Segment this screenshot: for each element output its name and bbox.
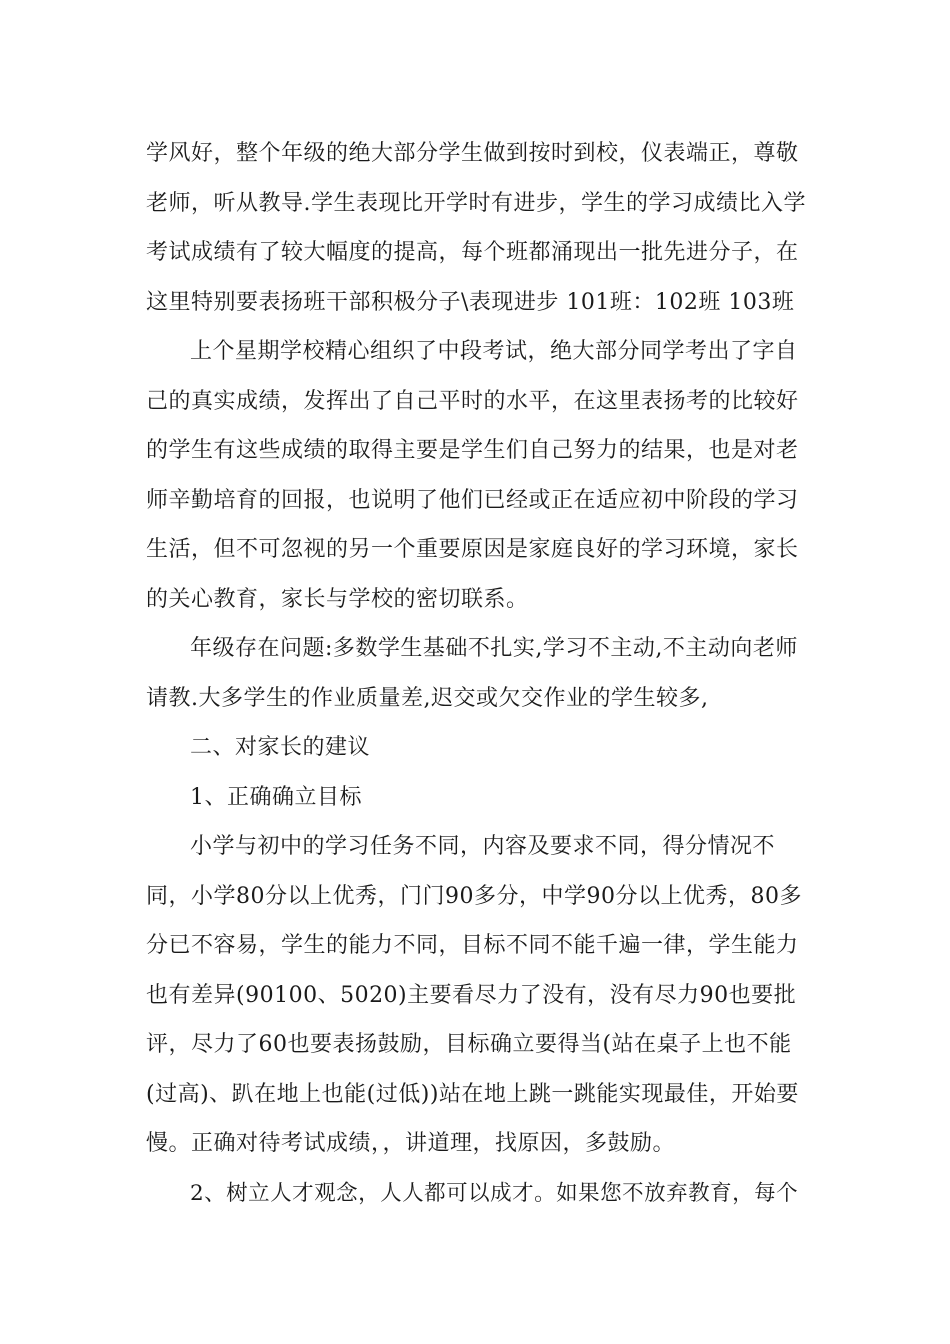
text-line: 也有差异(90100、5020)主要看尽力了没有，没有尽力90也要批	[146, 982, 797, 1008]
text-line: 同，小学80分以上优秀，门门90多分，中学90分以上优秀，80多	[146, 883, 802, 909]
text-line: 考试成绩有了较大幅度的提高，每个班都涌现出一批先进分子，在	[146, 240, 799, 265]
text-line: 年级存在问题:多数学生基础不扎实,学习不主动,不主动向老师	[190, 636, 798, 661]
text-line: 这里特别要表扬班干部积极分子\表现进步 101班：102班 103班	[146, 289, 795, 315]
text-line: 1、正确确立目标	[190, 784, 362, 810]
text-line: 老师，听从教导.学生表现比开学时有进步，学生的学习成绩比入学	[146, 190, 806, 216]
text-line: 生活，但不可忽视的另一个重要原因是家庭良好的学习环境，家长	[146, 537, 799, 562]
text-line: 二、对家长的建议	[190, 735, 371, 760]
text-line: 学风好，整个年级的绝大部分学生做到按时到校，仪表端正，尊敬	[146, 141, 799, 166]
text-line: 评，尽力了60也要表扬鼓励，目标确立要得当(站在桌子上也不能	[146, 1032, 792, 1057]
text-line: 慢。正确对待考试成绩，，讲道理，找原因，多鼓励。	[146, 1131, 676, 1156]
text-line: 的学生有这些成绩的取得主要是学生们自己努力的结果，也是对老	[146, 438, 799, 463]
text-line: 师辛勤培育的回报，也说明了他们已经或正在适应初中阶段的学习	[146, 487, 799, 513]
text-line: (过高)、趴在地上也能(过低))站在地上跳一跳能实现最佳，开始要	[146, 1081, 799, 1107]
text-line: 请教.大多学生的作业质量差,迟交或欠交作业的学生较多,	[146, 685, 709, 711]
text-line: 2、树立人才观念，人人都可以成才。如果您不放弃教育，每个	[190, 1180, 799, 1206]
text-line: 分已不容易，学生的能力不同，目标不同不能千遍一律，学生能力	[146, 933, 799, 958]
document-body	[146, 129, 806, 1218]
text-line: 的关心教育，家长与学校的密切联系。	[146, 586, 529, 612]
text-line: 小学与初中的学习任务不同，内容及要求不同，得分情况不	[190, 834, 776, 859]
text-line: 上个星期学校精心组织了中段考试，绝大部分同学考出了字自	[190, 339, 798, 364]
text-line: 己的真实成绩，发挥出了自己平时的水平，在这里表扬考的比较好	[146, 388, 799, 414]
